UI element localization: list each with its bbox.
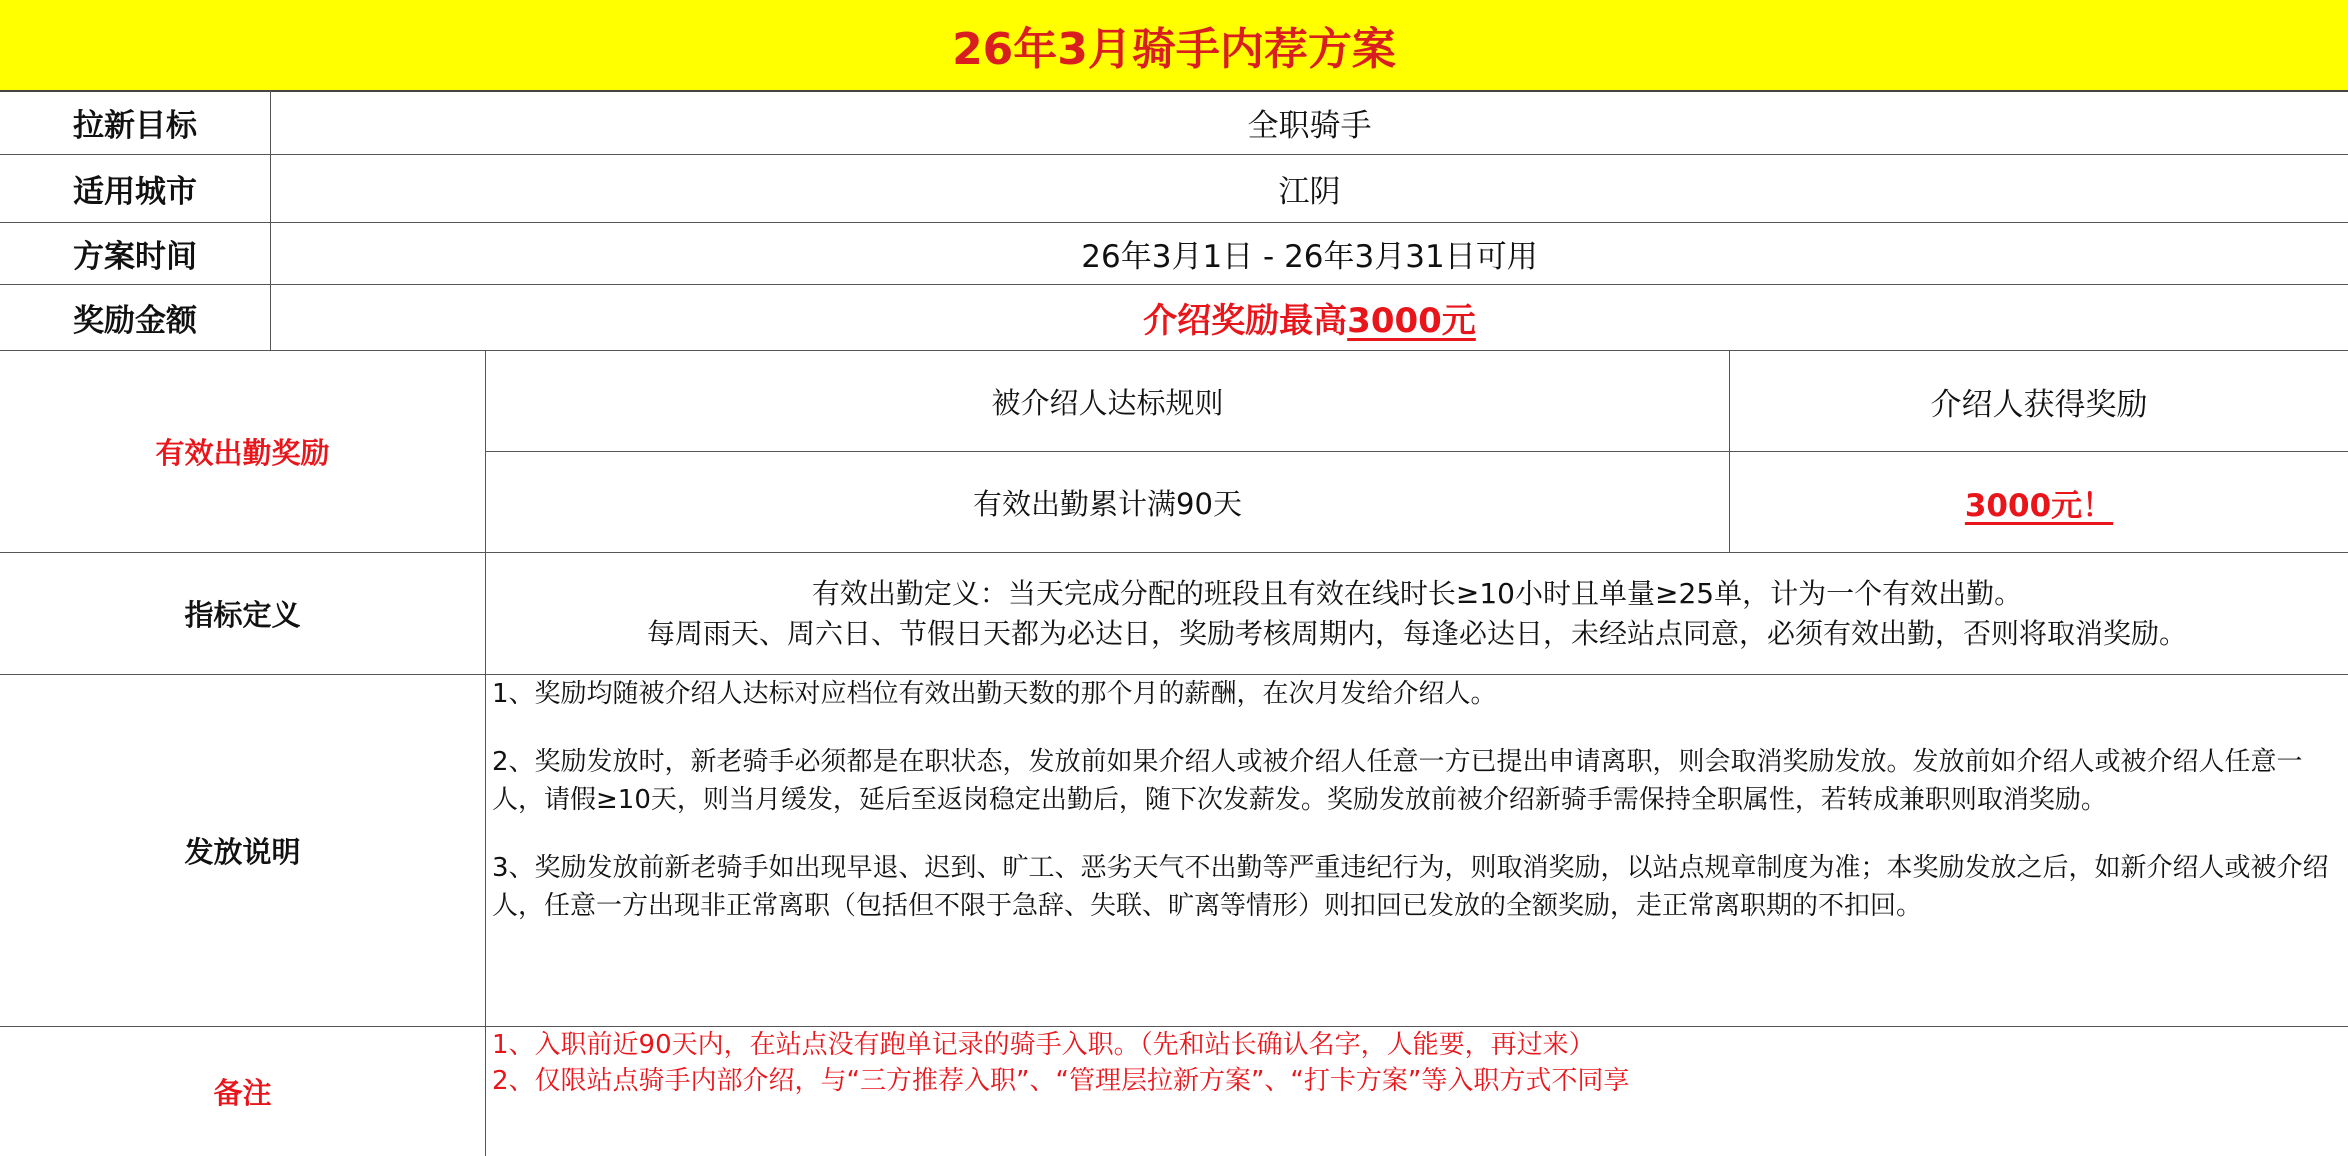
row-target xyxy=(0,90,2348,155)
definition-label: 指标定义 xyxy=(184,598,301,632)
attendance-reward-value xyxy=(1729,452,2348,552)
remark-item-2: 2、仅限站点骑手内部介绍，与“三方推荐入职”、“管理层拉新方案”、“打卡方案”等入职方式不同享 xyxy=(492,1066,1630,1096)
definition-line-1: 有效出勤定义：当天完成分配的班段且有效在线时长≥10小时且单量≥25单，计为一个有效出勤。 xyxy=(811,576,2023,610)
row-payout xyxy=(0,675,2348,1027)
attendance-reward-amount: 3000元！ xyxy=(1964,487,2114,524)
remark-item-1: 1、入职前近90天内，在站点没有跑单记录的骑手入职。（先和站长确认名字，人能要，再过来） xyxy=(492,1030,1595,1060)
remarks-text xyxy=(485,1027,2348,1156)
payout-item-2: 2、奖励发放时，新老骑手必须都是在职状态，发放前如果介绍人或被介绍人任意一方已提出申请离职，则会取消奖励发放。发放前如介绍人或被介绍人任意一人，请假≥10天，则当月缓发，延后至返岗稳定出勤后，随下次发薪发。奖励发放前被介绍新骑手需保持全职属性，若转成兼职则取消奖励。 xyxy=(492,747,2303,815)
city-label: 适用城市 xyxy=(73,174,197,210)
rule-header: 被介绍人达标规则 xyxy=(485,351,1729,452)
payout-item-1: 1、奖励均随被介绍人达标对应档位有效出勤天数的那个月的薪酬，在次月发给介绍人。 xyxy=(492,679,1497,709)
reward-header: 介绍人获得奖励 xyxy=(1729,351,2348,452)
target-value: 全职骑手 xyxy=(270,90,2348,154)
row-reward xyxy=(0,285,2348,351)
remarks-label: 备注 xyxy=(213,1076,272,1110)
attendance-label: 有效出勤奖励 xyxy=(155,436,330,470)
target-label: 拉新目标 xyxy=(73,107,197,144)
reward-value-prefix: 介绍奖励最高 xyxy=(1143,301,1348,341)
definition-text xyxy=(485,553,2348,674)
payout-text xyxy=(485,675,2348,1026)
payout-item-3: 3、奖励发放前新老骑手如出现早退、迟到、旷工、恶劣天气不出勤等严重违纪行为，则取消奖励，以站点规章制度为准；本奖励发放之后，如新介绍人或被介绍人，任意一方出现非正常离职（包括但不限于急辞、失联、旷离等情形）则扣回已发放的全额奖励，走正常离职期的不扣回。 xyxy=(492,853,2329,921)
period-value: 26年3月1日 - 26年3月31日可用 xyxy=(270,223,2348,284)
payout-label: 发放说明 xyxy=(184,835,301,869)
page-title: 26年3月骑手内荐方案 xyxy=(0,0,2348,92)
reward-value xyxy=(270,285,2348,350)
definition-line-2: 每周雨天、周六日、节假日天都为必达日，奖励考核周期内，每逢必达日，未经站点同意，必须有效出勤，否则将取消奖励。 xyxy=(646,616,2187,650)
row-city xyxy=(0,155,2348,223)
city-value: 江阴 xyxy=(270,155,2348,222)
row-remarks xyxy=(0,1027,2348,1156)
reward-value-amount: 3000元 xyxy=(1347,301,1476,341)
row-period xyxy=(0,223,2348,285)
row-attendance xyxy=(0,351,2348,553)
period-label: 方案时间 xyxy=(73,239,197,275)
rule-value: 有效出勤累计满90天 xyxy=(485,452,1729,552)
reward-label: 奖励金额 xyxy=(73,303,197,339)
row-definition xyxy=(0,553,2348,675)
